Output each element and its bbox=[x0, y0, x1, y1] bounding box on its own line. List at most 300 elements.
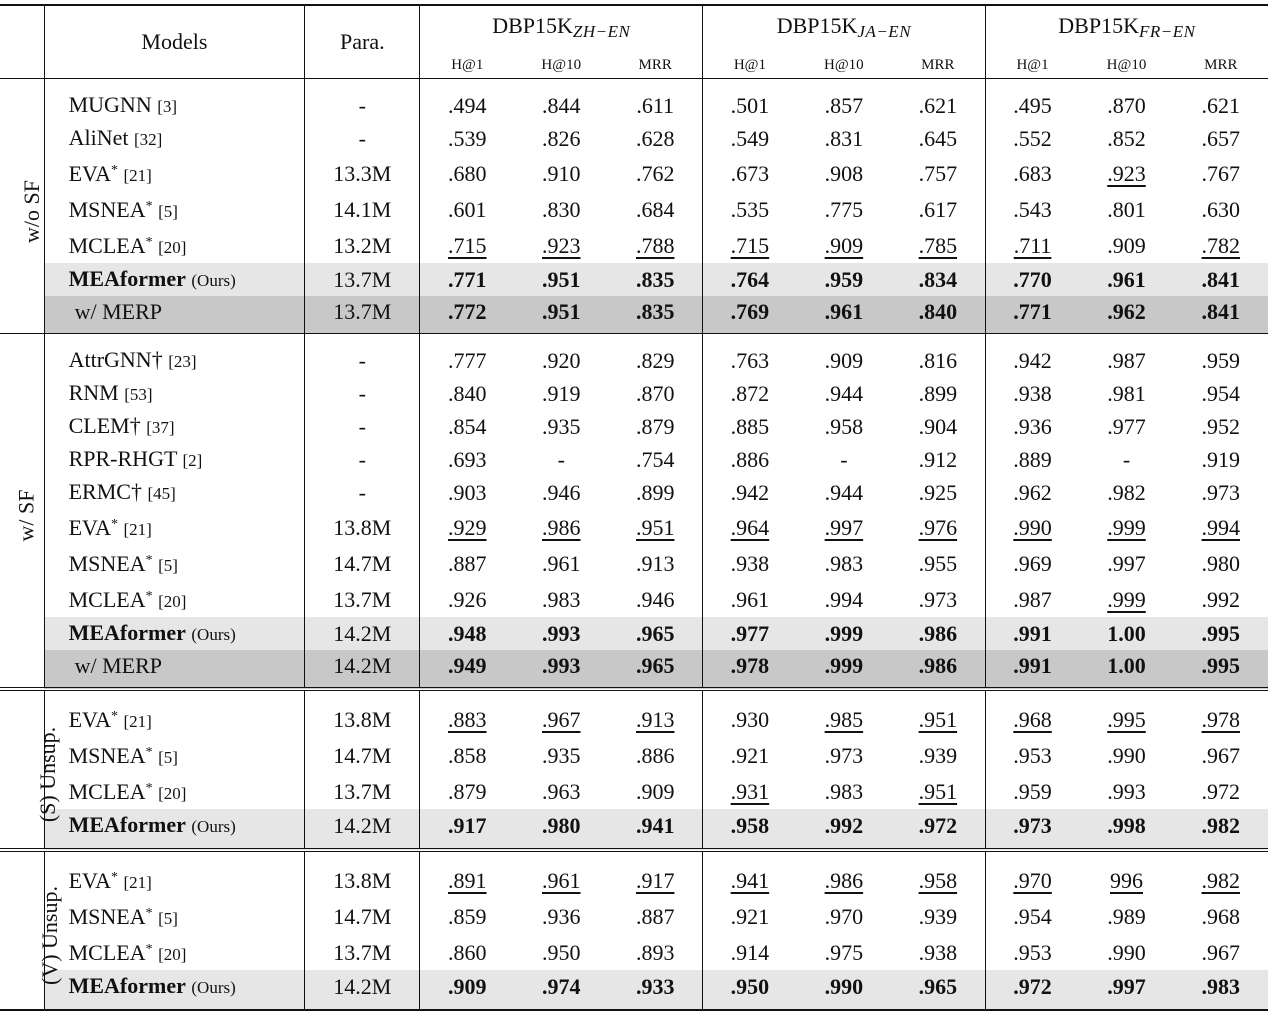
metric-value: .970 bbox=[1013, 867, 1052, 893]
metric-value: .494 bbox=[448, 93, 487, 118]
metric-value: .913 bbox=[635, 550, 675, 576]
metric-value: .959 bbox=[1013, 778, 1052, 804]
citation-ref: [53] bbox=[124, 385, 153, 405]
param-count: 13.7M bbox=[305, 296, 420, 334]
model-name-cell bbox=[44, 122, 305, 155]
metric-value: .621 bbox=[918, 93, 958, 118]
table-row bbox=[0, 155, 1268, 191]
metric-value-cell bbox=[420, 970, 514, 1010]
param-count: 14.2M bbox=[305, 650, 420, 689]
metric-value: .539 bbox=[448, 126, 487, 151]
metric-value-cell bbox=[420, 773, 514, 809]
metric-value-cell bbox=[608, 809, 702, 850]
metric-value-cell bbox=[514, 122, 608, 155]
metric-value-cell bbox=[1079, 970, 1173, 1010]
ours-tag: (Ours) bbox=[191, 978, 236, 998]
metric-value: .772 bbox=[448, 299, 487, 325]
metric-value-cell bbox=[514, 377, 608, 410]
metric-value: .985 bbox=[824, 706, 864, 732]
model-name-cell bbox=[44, 970, 305, 1010]
metric-value: .909 bbox=[448, 974, 487, 1000]
metric-value-cell bbox=[985, 227, 1079, 263]
metric-value: .987 bbox=[1013, 586, 1052, 612]
metric-value: .991 bbox=[1013, 653, 1052, 679]
dataset-sub: ZH−EN bbox=[572, 22, 631, 41]
metric-value: .951 bbox=[635, 514, 675, 540]
metric-value: .782 bbox=[1201, 232, 1241, 258]
metric-value: .870 bbox=[1107, 93, 1146, 118]
metric-header: H@1 bbox=[420, 52, 514, 79]
metric-value: .954 bbox=[1201, 381, 1241, 407]
metric-value-cell bbox=[514, 581, 608, 617]
metric-value-cell bbox=[420, 545, 514, 581]
metric-value: .683 bbox=[1013, 160, 1052, 186]
metric-value-cell bbox=[891, 263, 985, 296]
metric-value: .999 bbox=[824, 653, 864, 679]
metric-value-cell bbox=[514, 898, 608, 934]
metric-value-cell bbox=[891, 617, 985, 650]
group-label: w/ SF bbox=[13, 489, 39, 542]
metric-value: .961 bbox=[1107, 267, 1146, 292]
metric-header: H@1 bbox=[703, 52, 797, 79]
ours-tag: (Ours) bbox=[191, 271, 236, 290]
metric-value-cell bbox=[1174, 898, 1268, 934]
metric-value: .973 bbox=[824, 742, 864, 768]
metric-value: .962 bbox=[1107, 299, 1146, 325]
metric-value: .549 bbox=[730, 126, 770, 151]
metric-value-cell bbox=[420, 296, 514, 334]
metric-value-cell bbox=[1174, 155, 1268, 191]
table-row bbox=[0, 581, 1268, 617]
metric-value-cell bbox=[1079, 296, 1173, 334]
metric-value: .872 bbox=[730, 381, 770, 407]
metric-value-cell bbox=[1079, 850, 1173, 898]
star-mark: * bbox=[145, 553, 153, 569]
metric-value: .942 bbox=[730, 480, 770, 506]
citation-ref: [20] bbox=[158, 592, 187, 612]
metric-value: .645 bbox=[918, 126, 958, 151]
metric-value: .860 bbox=[448, 939, 487, 965]
metric-value: .961 bbox=[730, 586, 770, 612]
citation-ref: [23] bbox=[168, 352, 197, 372]
metric-value: .859 bbox=[448, 903, 487, 929]
metric-value: .764 bbox=[730, 267, 770, 292]
star-mark: * bbox=[145, 942, 153, 958]
model-name: w/ MERP bbox=[74, 653, 163, 679]
metric-value: .946 bbox=[542, 480, 581, 506]
metric-value-cell bbox=[514, 191, 608, 227]
metric-value: .935 bbox=[542, 414, 581, 440]
citation-ref: [21] bbox=[123, 166, 152, 185]
metric-value: .973 bbox=[1013, 813, 1052, 839]
metric-value: .769 bbox=[730, 299, 770, 325]
metric-value-cell bbox=[797, 689, 891, 737]
metric-value-cell bbox=[1079, 809, 1173, 850]
model-name: MSNEA bbox=[68, 743, 146, 769]
metric-value: .997 bbox=[824, 514, 864, 540]
dataset-header-ja-en bbox=[703, 5, 986, 52]
metric-value: .501 bbox=[730, 93, 770, 118]
metric-value-cell bbox=[985, 509, 1079, 545]
metric-value-cell bbox=[985, 689, 1079, 737]
metric-value: .994 bbox=[824, 586, 864, 612]
metric-value: .785 bbox=[918, 232, 958, 258]
metric-value: .958 bbox=[918, 867, 958, 893]
dagger-mark: † bbox=[130, 479, 142, 505]
param-count: 13.2M bbox=[305, 227, 420, 263]
metric-value: .715 bbox=[448, 232, 487, 258]
metric-value: .959 bbox=[824, 267, 864, 292]
metric-value-cell bbox=[703, 296, 797, 334]
metric-value-cell bbox=[1079, 689, 1173, 737]
metric-value-cell bbox=[1174, 689, 1268, 737]
metric-value-cell bbox=[514, 689, 608, 737]
metric-value-cell bbox=[891, 476, 985, 509]
metric-value: .673 bbox=[730, 160, 770, 186]
metric-value-cell bbox=[608, 509, 702, 545]
metric-value-cell bbox=[985, 334, 1079, 378]
metric-value: .972 bbox=[1201, 778, 1241, 804]
metric-value: .939 bbox=[918, 903, 958, 929]
metric-value: .982 bbox=[1201, 867, 1241, 893]
metric-value: .870 bbox=[635, 381, 675, 407]
metric-value-cell bbox=[1079, 773, 1173, 809]
metric-value-cell bbox=[797, 545, 891, 581]
model-name: MEAformer bbox=[68, 620, 186, 646]
dataset-header-zh-en bbox=[420, 5, 703, 52]
metric-value: .993 bbox=[542, 653, 581, 679]
metric-value-cell bbox=[514, 334, 608, 378]
metric-value: .941 bbox=[730, 867, 770, 893]
metric-value: .935 bbox=[542, 742, 581, 768]
metric-value: .657 bbox=[1201, 126, 1241, 151]
metric-value-cell bbox=[797, 737, 891, 773]
metric-value-cell bbox=[514, 850, 608, 898]
metric-value: .767 bbox=[1201, 160, 1241, 186]
metric-value-cell bbox=[797, 155, 891, 191]
metric-value: .844 bbox=[542, 93, 581, 118]
metric-value: .763 bbox=[730, 348, 770, 374]
model-name: EVA bbox=[68, 707, 111, 733]
table-row bbox=[0, 476, 1268, 509]
metric-value: .909 bbox=[824, 232, 864, 258]
metric-value-cell bbox=[420, 263, 514, 296]
metric-value-cell bbox=[797, 509, 891, 545]
model-name-cell bbox=[44, 617, 305, 650]
metric-header: H@10 bbox=[541, 57, 582, 73]
metric-value: .958 bbox=[730, 813, 770, 839]
metric-value-cell bbox=[703, 850, 797, 898]
model-name: ERMC bbox=[68, 479, 131, 505]
citation-ref: [21] bbox=[123, 712, 152, 732]
metric-value-cell bbox=[703, 410, 797, 443]
metric-value: .852 bbox=[1107, 126, 1146, 151]
metric-value-cell bbox=[1174, 970, 1268, 1010]
metric-value-cell bbox=[420, 377, 514, 410]
metric-value: .964 bbox=[730, 514, 770, 540]
metric-value: .936 bbox=[1013, 414, 1052, 440]
metric-value: .887 bbox=[448, 550, 487, 576]
metric-value-cell bbox=[1079, 934, 1173, 970]
metric-header: MRR bbox=[1204, 57, 1238, 73]
metric-value: .999 bbox=[1107, 514, 1146, 540]
metric-value-cell bbox=[891, 850, 985, 898]
metric-value: .992 bbox=[1201, 586, 1241, 612]
metric-value-cell bbox=[985, 476, 1079, 509]
metric-value: .680 bbox=[448, 160, 487, 186]
metric-value-cell bbox=[985, 545, 1079, 581]
metric-value: .995 bbox=[1201, 653, 1241, 679]
metric-value-cell bbox=[797, 263, 891, 296]
metric-value-cell bbox=[1174, 581, 1268, 617]
metric-value-cell bbox=[1174, 850, 1268, 898]
metric-value-cell bbox=[608, 970, 702, 1010]
citation-ref: [20] bbox=[158, 945, 187, 965]
metric-value: .933 bbox=[635, 974, 675, 1000]
metric-value: .617 bbox=[918, 196, 958, 222]
dataset-sub: FR−EN bbox=[1138, 22, 1196, 41]
metric-value-cell bbox=[797, 934, 891, 970]
metric-value: .952 bbox=[1201, 414, 1241, 440]
group-label: (V) Unsup. bbox=[37, 886, 62, 986]
metric-value-cell bbox=[1079, 617, 1173, 650]
metric-value: .990 bbox=[824, 974, 864, 1000]
metric-value-cell bbox=[703, 581, 797, 617]
results-table bbox=[0, 4, 1268, 1011]
metric-value-cell bbox=[1079, 476, 1173, 509]
metric-value-cell bbox=[514, 737, 608, 773]
metric-value-cell bbox=[1079, 79, 1173, 123]
metric-value: .951 bbox=[918, 706, 958, 732]
metric-value: .944 bbox=[824, 480, 864, 506]
metric-value-cell bbox=[514, 263, 608, 296]
metric-value-cell bbox=[985, 443, 1079, 476]
metric-value: .886 bbox=[635, 742, 675, 768]
metric-value: .923 bbox=[542, 232, 581, 258]
group-w-o-sf bbox=[0, 79, 1268, 334]
metric-value: .965 bbox=[635, 621, 675, 647]
metric-value: .983 bbox=[1201, 974, 1241, 1000]
metric-value-cell bbox=[1079, 263, 1173, 296]
metric-value: .983 bbox=[542, 586, 581, 612]
metric-value: .951 bbox=[918, 778, 958, 804]
metric-value-cell bbox=[1079, 650, 1173, 689]
metric-value: .936 bbox=[542, 903, 581, 929]
metric-value-cell bbox=[797, 227, 891, 263]
metric-value: .879 bbox=[448, 778, 487, 804]
model-name: MCLEA bbox=[68, 940, 146, 966]
metric-value: .968 bbox=[1013, 706, 1052, 732]
metric-value: .950 bbox=[542, 939, 581, 965]
metric-value-cell bbox=[420, 191, 514, 227]
metric-value-cell bbox=[797, 377, 891, 410]
star-mark: * bbox=[110, 709, 118, 725]
model-name: w/ MERP bbox=[74, 299, 163, 325]
metric-value: 996 bbox=[1110, 867, 1143, 893]
metric-value-cell bbox=[1174, 650, 1268, 689]
model-name: MSNEA bbox=[68, 551, 146, 577]
metric-value: .944 bbox=[824, 381, 864, 407]
metric-value: .835 bbox=[635, 299, 675, 325]
model-name: MSNEA bbox=[68, 904, 146, 930]
metric-value: .929 bbox=[448, 514, 487, 540]
metric-value-cell bbox=[608, 773, 702, 809]
metric-value-cell bbox=[985, 809, 1079, 850]
model-name: MCLEA bbox=[68, 233, 146, 258]
metric-value: .917 bbox=[635, 867, 675, 893]
metric-value: .938 bbox=[918, 939, 958, 965]
metric-value: .775 bbox=[824, 196, 864, 222]
metric-value-cell bbox=[797, 773, 891, 809]
metric-value-cell bbox=[1079, 898, 1173, 934]
metric-value-cell bbox=[608, 227, 702, 263]
model-name: AttrGNN bbox=[68, 347, 152, 373]
metric-value-cell bbox=[420, 155, 514, 191]
metric-value-cell bbox=[797, 122, 891, 155]
metric-value-cell bbox=[891, 650, 985, 689]
metric-value: .891 bbox=[448, 867, 487, 893]
metric-value-cell bbox=[703, 334, 797, 378]
model-name-cell bbox=[44, 898, 305, 934]
model-name: MEAformer bbox=[68, 812, 186, 838]
metric-value-cell bbox=[703, 155, 797, 191]
citation-ref: [21] bbox=[123, 873, 152, 893]
metric-value-cell bbox=[985, 934, 1079, 970]
model-name-cell bbox=[44, 334, 305, 378]
metric-value-cell bbox=[420, 122, 514, 155]
table-row bbox=[0, 970, 1268, 1010]
metric-value: .931 bbox=[730, 778, 770, 804]
metric-value-cell bbox=[797, 334, 891, 378]
metric-value-cell bbox=[514, 79, 608, 123]
metric-value: .835 bbox=[635, 267, 675, 292]
metric-value: .983 bbox=[824, 550, 864, 576]
metric-value-cell bbox=[608, 581, 702, 617]
metric-value-cell bbox=[703, 970, 797, 1010]
metric-value: .831 bbox=[824, 126, 864, 151]
metric-value: .919 bbox=[1201, 447, 1241, 473]
metric-value: .715 bbox=[730, 232, 770, 258]
metric-value-cell bbox=[1079, 227, 1173, 263]
metric-value: .997 bbox=[1107, 974, 1146, 1000]
metric-value: .975 bbox=[824, 939, 864, 965]
metric-value-cell bbox=[891, 689, 985, 737]
metric-value: .840 bbox=[918, 299, 958, 325]
metric-value-cell bbox=[608, 296, 702, 334]
metric-value-cell bbox=[797, 79, 891, 123]
metric-header: H@10 bbox=[1106, 57, 1147, 73]
metric-value-cell bbox=[703, 377, 797, 410]
metric-value-cell bbox=[1079, 191, 1173, 227]
metric-value-cell bbox=[608, 122, 702, 155]
metric-value: .955 bbox=[918, 550, 958, 576]
model-name: MCLEA bbox=[68, 779, 146, 805]
metric-value-cell bbox=[608, 191, 702, 227]
metric-value-cell bbox=[797, 476, 891, 509]
metric-value: .950 bbox=[730, 974, 770, 1000]
metric-value-cell bbox=[985, 850, 1079, 898]
metric-value: .974 bbox=[542, 974, 581, 1000]
model-name: RNM bbox=[68, 380, 119, 406]
star-mark: * bbox=[145, 235, 153, 250]
metric-value-cell bbox=[1079, 377, 1173, 410]
metric-value: .963 bbox=[542, 778, 581, 804]
metric-value: .879 bbox=[635, 414, 675, 440]
metric-value: .949 bbox=[448, 653, 487, 679]
metric-value: .909 bbox=[1107, 232, 1146, 258]
metric-value-cell bbox=[797, 970, 891, 1010]
metric-value-cell bbox=[420, 227, 514, 263]
model-name-cell bbox=[44, 773, 305, 809]
metric-value-cell bbox=[703, 737, 797, 773]
metric-value-cell bbox=[703, 122, 797, 155]
metric-value: .938 bbox=[730, 550, 770, 576]
metric-value: .757 bbox=[918, 160, 958, 186]
model-name: CLEM bbox=[68, 413, 130, 439]
metric-value-cell bbox=[608, 689, 702, 737]
star-mark: * bbox=[145, 781, 153, 797]
dataset-base: DBP15K bbox=[492, 13, 573, 38]
dataset-base: DBP15K bbox=[1058, 13, 1139, 38]
model-name: EVA bbox=[68, 161, 111, 186]
model-name-cell bbox=[44, 689, 305, 737]
metric-value: .968 bbox=[1201, 903, 1241, 929]
para-header: Para. bbox=[305, 5, 420, 79]
metric-value-cell bbox=[1174, 809, 1268, 850]
metric-value-cell bbox=[797, 581, 891, 617]
metric-value: .961 bbox=[542, 550, 581, 576]
metric-value: .983 bbox=[824, 778, 864, 804]
metric-value-cell bbox=[1174, 737, 1268, 773]
metric-value: .961 bbox=[542, 867, 581, 893]
metric-value-cell bbox=[891, 737, 985, 773]
metric-value-cell bbox=[608, 934, 702, 970]
metric-value-cell bbox=[797, 443, 891, 476]
metric-value: .959 bbox=[1201, 348, 1241, 374]
table-row bbox=[0, 689, 1268, 737]
metric-value: .913 bbox=[635, 706, 675, 732]
metric-value: .986 bbox=[824, 867, 864, 893]
param-count: - bbox=[305, 476, 420, 509]
star-mark: * bbox=[110, 517, 118, 533]
metric-value: .841 bbox=[1201, 299, 1241, 325]
metric-value: .919 bbox=[542, 381, 581, 407]
metric-value-cell bbox=[608, 410, 702, 443]
metric-value-cell bbox=[608, 737, 702, 773]
metric-value: - bbox=[557, 447, 565, 473]
metric-value-cell bbox=[514, 476, 608, 509]
metric-value: .977 bbox=[1107, 414, 1146, 440]
citation-ref: [5] bbox=[158, 748, 178, 768]
metric-value: .777 bbox=[448, 348, 487, 374]
metric-value-cell bbox=[420, 509, 514, 545]
metric-value: .939 bbox=[918, 742, 958, 768]
metric-value: .967 bbox=[1201, 939, 1241, 965]
metric-value: .993 bbox=[542, 621, 581, 647]
table-row bbox=[0, 850, 1268, 898]
metric-value-cell bbox=[985, 263, 1079, 296]
metric-value-cell bbox=[420, 850, 514, 898]
metric-value: .886 bbox=[730, 447, 770, 473]
table-row bbox=[0, 737, 1268, 773]
metric-value: .921 bbox=[730, 742, 770, 768]
metric-value-cell bbox=[608, 850, 702, 898]
metric-value-cell bbox=[985, 155, 1079, 191]
metric-value: .801 bbox=[1107, 196, 1146, 222]
metric-value-cell bbox=[608, 79, 702, 123]
metric-value: .841 bbox=[1201, 267, 1241, 292]
table-row bbox=[0, 377, 1268, 410]
